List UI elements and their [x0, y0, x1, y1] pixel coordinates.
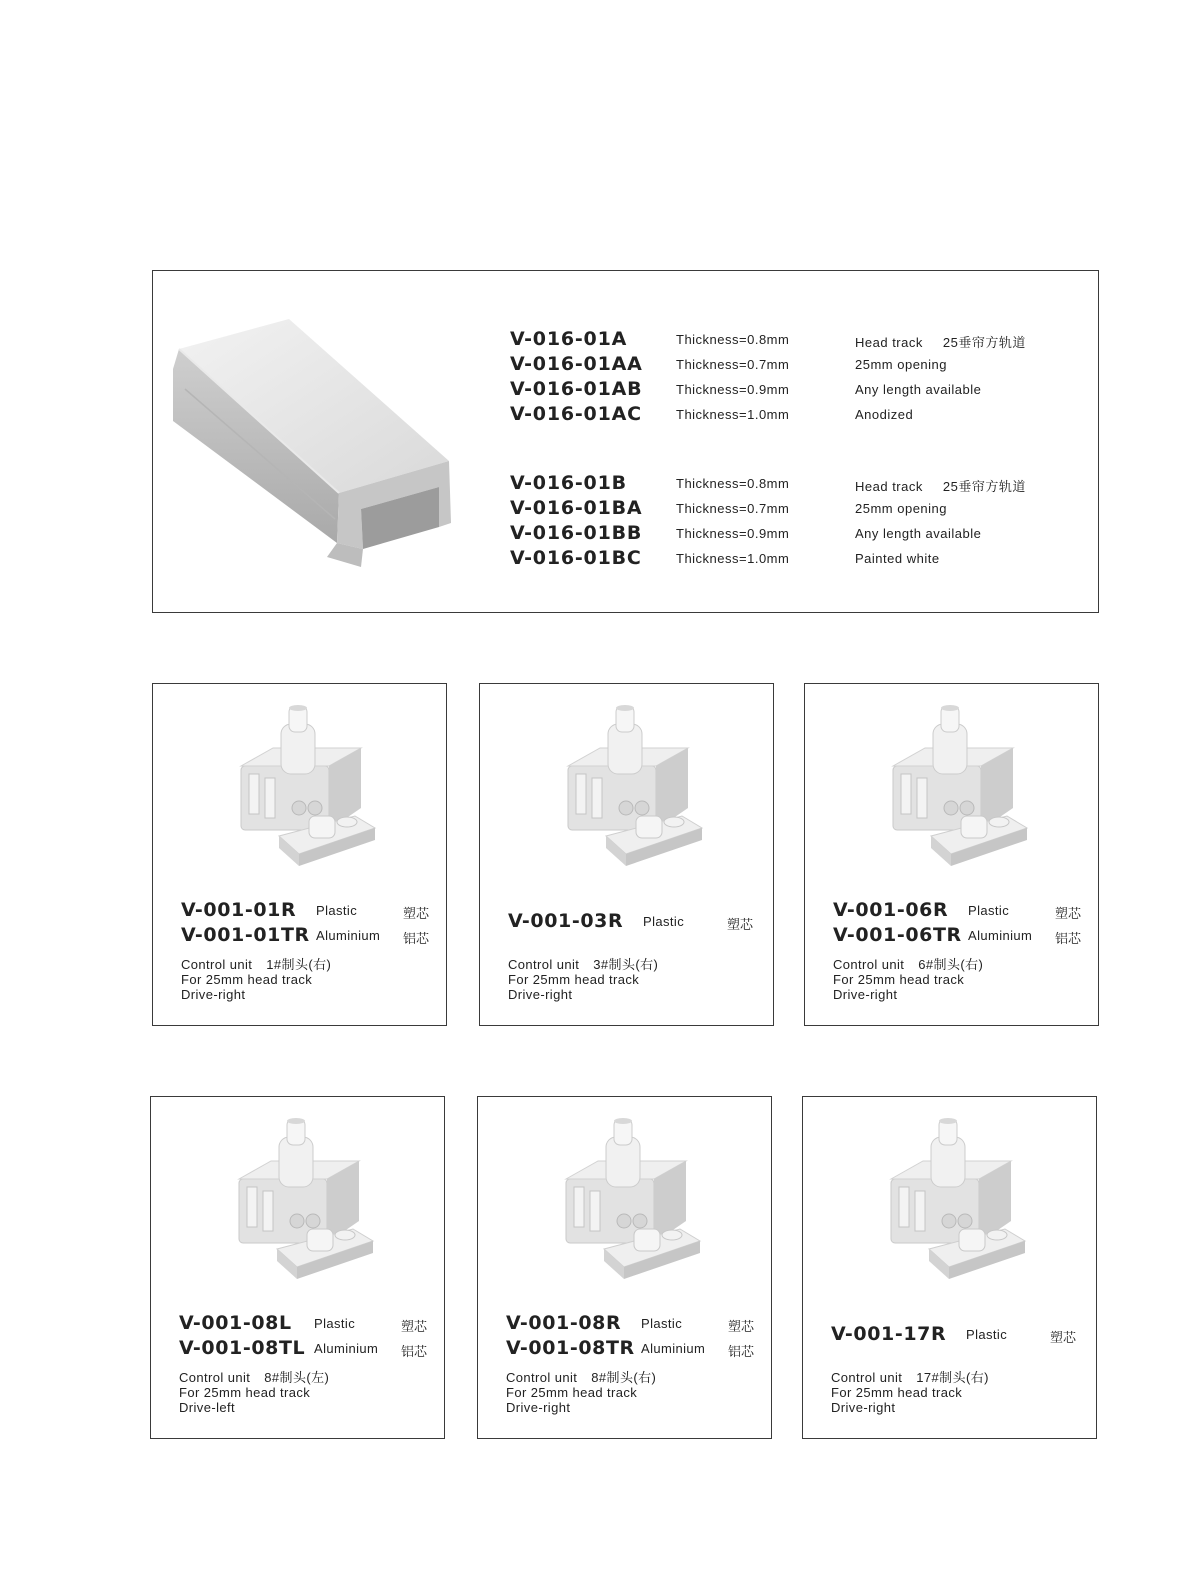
track-model-code: V-016-01AB	[510, 378, 643, 400]
track-note	[855, 357, 947, 372]
desc-line	[506, 1370, 656, 1385]
control-unit-image	[865, 704, 1045, 884]
desc-line: For 25mm head track	[508, 972, 640, 987]
product-model-code: V-001-08TL	[179, 1337, 306, 1359]
product-card	[150, 1096, 445, 1439]
product-description	[181, 957, 331, 1002]
track-note-text: 25mm opening	[855, 357, 947, 372]
track-model-code: V-016-01A	[510, 328, 628, 350]
product-material: Aluminium	[641, 1341, 706, 1356]
desc-label-cn: 1#制头(右)	[266, 957, 332, 972]
track-note-text: Any length available	[855, 526, 982, 541]
track-model-code: V-016-01BA	[510, 497, 643, 519]
product-model-code: V-001-17R	[831, 1323, 947, 1345]
track-thickness: Thickness=0.7mm	[676, 357, 790, 372]
product-material-cn: 铝芯	[401, 1344, 428, 1359]
desc-line: Drive-right	[833, 987, 898, 1002]
desc-line: Drive-right	[508, 987, 573, 1002]
desc-line: For 25mm head track	[506, 1385, 638, 1400]
product-description	[831, 1370, 989, 1415]
track-model-code: V-016-01AC	[510, 403, 642, 425]
product-card	[152, 683, 447, 1026]
desc-line: Drive-right	[506, 1400, 571, 1415]
track-note-text: Head track	[855, 479, 923, 494]
head-track-panel	[152, 270, 1099, 613]
product-description	[179, 1370, 329, 1415]
product-material: Plastic	[968, 903, 1010, 918]
product-material: Plastic	[966, 1327, 1008, 1342]
track-thickness: Thickness=0.8mm	[676, 332, 790, 347]
product-material: Aluminium	[968, 928, 1033, 943]
product-model-code: V-001-01R	[181, 899, 297, 921]
desc-label-cn: 6#制头(右)	[918, 957, 984, 972]
desc-line: Drive-left	[179, 1400, 236, 1415]
desc-line	[831, 1370, 989, 1385]
track-note-text: Painted white	[855, 551, 940, 566]
desc-line	[833, 957, 983, 972]
track-note-text: Any length available	[855, 382, 982, 397]
desc-line: For 25mm head track	[179, 1385, 311, 1400]
product-material-cn: 塑芯	[727, 917, 754, 932]
product-material-cn: 铝芯	[728, 1344, 755, 1359]
desc-line: For 25mm head track	[181, 972, 313, 987]
desc-label-cn: 8#制头(右)	[591, 1370, 657, 1385]
product-material: Plastic	[641, 1316, 683, 1331]
track-note-cn: 25垂帘方轨道	[942, 479, 1026, 494]
desc-label: Control unit	[833, 957, 905, 972]
track-note	[855, 407, 913, 422]
product-card	[804, 683, 1099, 1026]
product-model-code: V-001-08L	[179, 1312, 292, 1334]
track-model-code: V-016-01BB	[510, 522, 643, 544]
product-card	[479, 683, 774, 1026]
product-model-code: V-001-03R	[508, 910, 624, 932]
head-track-image	[165, 311, 455, 581]
product-model-code: V-001-01TR	[181, 924, 310, 946]
track-note	[855, 332, 1026, 351]
track-note-text: 25mm opening	[855, 501, 947, 516]
track-thickness: Thickness=0.7mm	[676, 501, 790, 516]
track-note	[855, 501, 947, 516]
desc-line: Drive-right	[831, 1400, 896, 1415]
product-material-cn: 塑芯	[728, 1319, 755, 1334]
product-material: Plastic	[314, 1316, 356, 1331]
product-material-cn: 塑芯	[403, 906, 430, 921]
track-model-code: V-016-01BC	[510, 547, 642, 569]
desc-line: Drive-right	[181, 987, 246, 1002]
track-thickness: Thickness=0.9mm	[676, 526, 790, 541]
product-material-cn: 塑芯	[401, 1319, 428, 1334]
desc-label: Control unit	[179, 1370, 251, 1385]
control-unit-image	[211, 1117, 391, 1297]
product-description	[833, 957, 983, 1002]
desc-label: Control unit	[508, 957, 580, 972]
product-material-cn: 塑芯	[1055, 906, 1082, 921]
control-unit-image	[538, 1117, 718, 1297]
desc-label: Control unit	[506, 1370, 578, 1385]
desc-line: For 25mm head track	[831, 1385, 963, 1400]
product-material-cn: 塑芯	[1050, 1330, 1077, 1345]
product-model-code: V-001-06R	[833, 899, 949, 921]
track-note	[855, 476, 1026, 495]
product-description	[506, 1370, 656, 1415]
track-note-text: Anodized	[855, 407, 914, 422]
desc-line	[179, 1370, 329, 1385]
product-material-cn: 铝芯	[403, 931, 430, 946]
product-material: Aluminium	[314, 1341, 379, 1356]
track-note	[855, 526, 981, 541]
control-unit-image	[213, 704, 393, 884]
track-note-text: Head track	[855, 335, 923, 350]
track-model-code: V-016-01AA	[510, 353, 643, 375]
product-card	[802, 1096, 1097, 1439]
desc-label-cn: 8#制头(左)	[264, 1370, 330, 1385]
product-model-code: V-001-08R	[506, 1312, 622, 1334]
track-thickness: Thickness=1.0mm	[676, 551, 790, 566]
control-unit-image	[540, 704, 720, 884]
product-material: Aluminium	[316, 928, 381, 943]
track-note-cn: 25垂帘方轨道	[942, 335, 1026, 350]
track-thickness: Thickness=1.0mm	[676, 407, 790, 422]
track-note	[855, 551, 940, 566]
desc-line	[508, 957, 658, 972]
track-thickness: Thickness=0.9mm	[676, 382, 790, 397]
desc-line: For 25mm head track	[833, 972, 965, 987]
product-description	[508, 957, 658, 1002]
product-card	[477, 1096, 772, 1439]
track-model-code: V-016-01B	[510, 472, 627, 494]
product-material-cn: 铝芯	[1055, 931, 1082, 946]
desc-label-cn: 3#制头(右)	[593, 957, 659, 972]
product-material: Plastic	[643, 914, 685, 929]
track-note	[855, 382, 981, 397]
desc-label: Control unit	[831, 1370, 903, 1385]
desc-label-cn: 17#制头(右)	[916, 1370, 989, 1385]
product-model-code: V-001-08TR	[506, 1337, 635, 1359]
desc-line	[181, 957, 331, 972]
track-thickness: Thickness=0.8mm	[676, 476, 790, 491]
control-unit-image	[863, 1117, 1043, 1297]
product-material: Plastic	[316, 903, 358, 918]
desc-label: Control unit	[181, 957, 253, 972]
product-model-code: V-001-06TR	[833, 924, 962, 946]
